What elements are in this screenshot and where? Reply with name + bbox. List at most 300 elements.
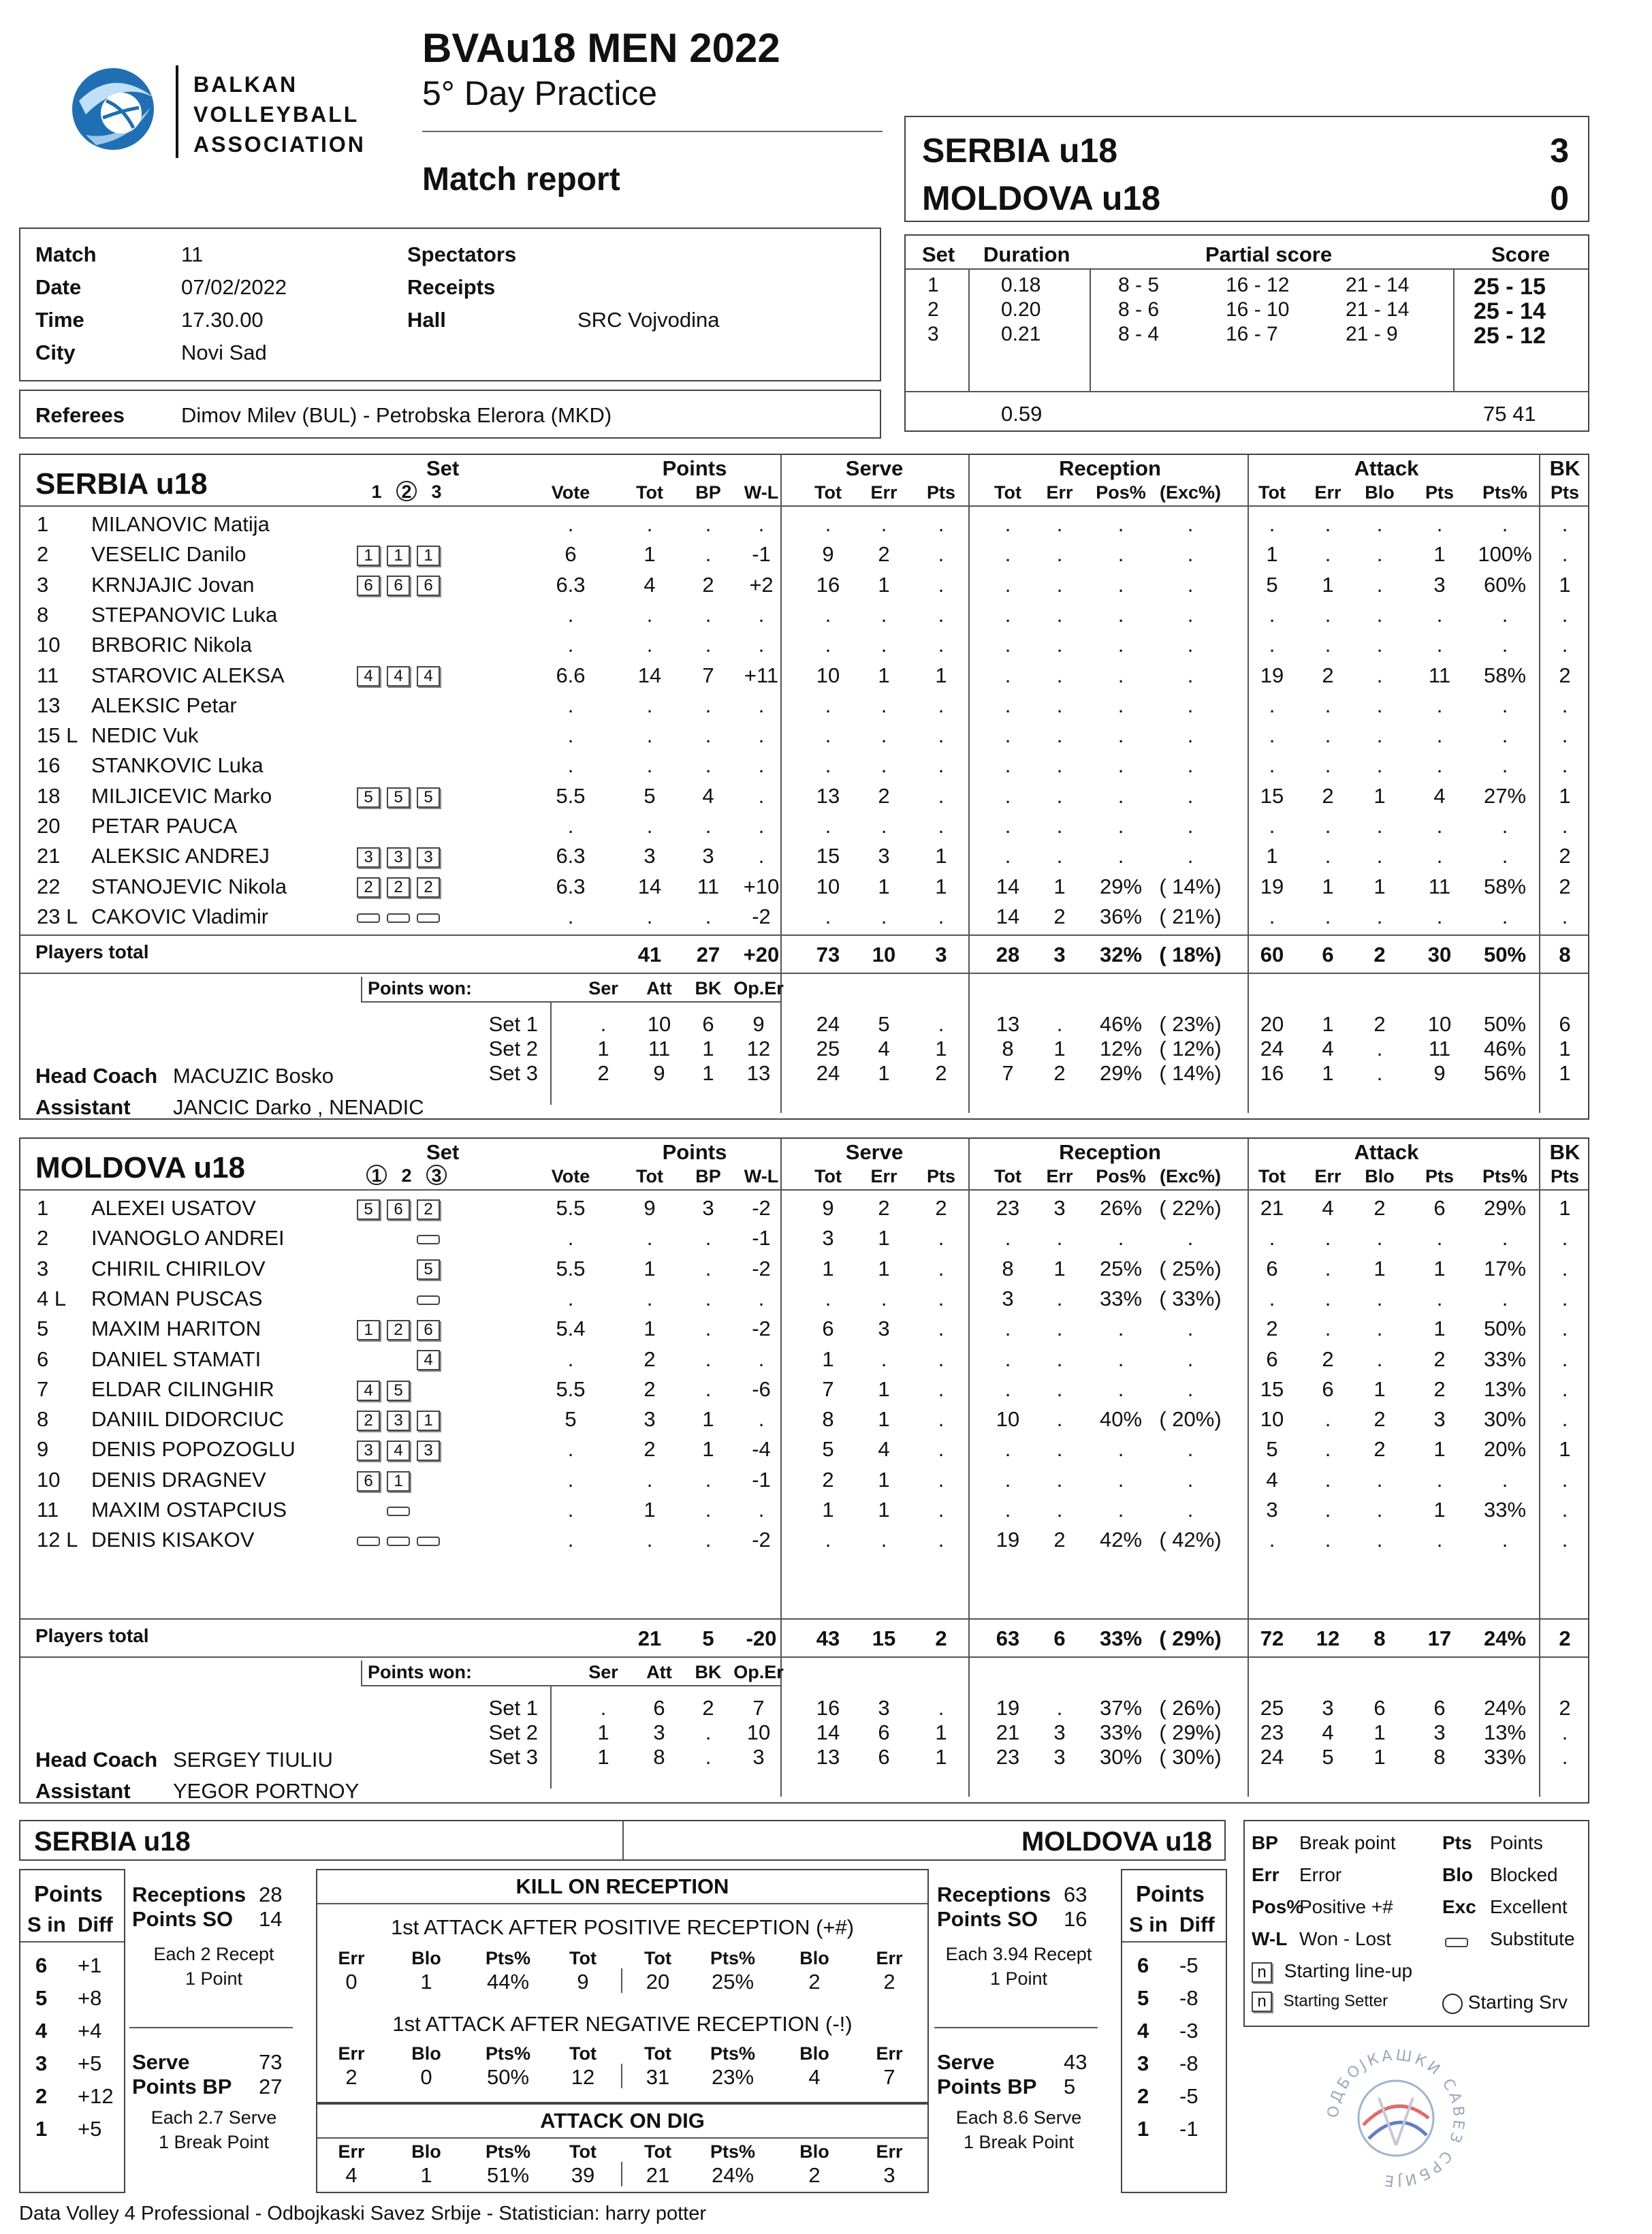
set-rows-divider <box>550 1003 552 1105</box>
player-stat: . <box>1376 663 1383 687</box>
points-s-in: 6 <box>35 1953 48 1977</box>
set-row-stat: 3 <box>1433 1720 1446 1744</box>
col-group-points: Points <box>662 1140 727 1164</box>
player-zones <box>357 1437 447 1462</box>
player-stat: . <box>567 1347 574 1371</box>
hall-name: SRC Vojvodina <box>577 308 720 332</box>
right-points-rule <box>1122 1941 1226 1942</box>
player-stat: . <box>825 512 831 536</box>
player-stat: . <box>1324 542 1331 567</box>
player-stat: 7 <box>702 663 714 687</box>
player-stat: 1 <box>1559 1196 1571 1220</box>
points-s-in: 1 <box>1137 2117 1149 2141</box>
player-name: MILANOVIC Matija <box>91 512 270 536</box>
mini-header: Err <box>338 2141 365 2162</box>
player-stat: . <box>1187 814 1194 838</box>
team-total-stat: 8 <box>1559 943 1571 966</box>
zone-box: 2 <box>417 1199 440 1220</box>
col-header-ptsp: Pts% <box>1482 1166 1528 1186</box>
zone-box: 4 <box>387 1441 410 1461</box>
player-stat: . <box>880 1347 887 1371</box>
player-stat: . <box>646 814 653 838</box>
player-stat: . <box>1269 602 1275 627</box>
player-stat: . <box>1004 723 1011 748</box>
player-name: IVANOGLO ANDREI <box>91 1226 285 1250</box>
mini-divider <box>621 2162 622 2186</box>
player-stat: . <box>880 1528 887 1552</box>
logo-line-1: BALKAN <box>193 72 298 97</box>
team-table-moldova <box>19 1137 1589 1804</box>
legend-key: Pos% <box>1252 1896 1304 1917</box>
player-stat: 2 <box>1559 844 1571 868</box>
player-stat: 2 <box>1433 1376 1446 1401</box>
player-stat: . <box>1056 602 1063 627</box>
player-stat: . <box>1056 753 1063 778</box>
zone-box: 2 <box>387 1320 410 1340</box>
set-row-stat: 5 <box>878 1012 890 1036</box>
kill-title-rule <box>317 1903 927 1904</box>
zone-box: 3 <box>417 847 440 868</box>
team-total-stat: 15 <box>872 1626 896 1650</box>
set-row-stat: 50% <box>1483 1012 1527 1036</box>
player-stat: 6 <box>1266 1347 1278 1371</box>
player-stat: . <box>1187 633 1194 657</box>
points-diff: +1 <box>78 1953 102 1977</box>
player-stat: . <box>1376 1498 1383 1522</box>
player-name: ALEKSIC Petar <box>91 693 237 717</box>
zone-box: 6 <box>387 576 410 596</box>
player-stat: . <box>1187 542 1194 567</box>
player-stat: 7 <box>822 1376 834 1401</box>
player-stat: 36% <box>1099 904 1143 928</box>
mini-header: Tot <box>569 2043 597 2064</box>
player-stat: . <box>1187 1467 1194 1492</box>
set-row-stat: 1 <box>1373 1745 1386 1769</box>
set-indicator: 3 <box>426 1165 447 1185</box>
mini-divider <box>621 1968 622 1993</box>
mini-header: Blo <box>411 2043 441 2064</box>
spectators-label: Spectators <box>407 242 517 266</box>
player-stat: 11 <box>1428 874 1451 898</box>
set-row-won: 10 <box>647 1012 671 1036</box>
player-stat: 4 <box>702 783 714 808</box>
set-row-stat: 24 <box>816 1012 840 1036</box>
player-stat: . <box>1502 904 1508 928</box>
player-stat: 1 <box>1373 783 1386 808</box>
set-duration: 0.20 <box>1001 298 1041 321</box>
set-row-stat: 1 <box>1053 1037 1066 1060</box>
player-stat: . <box>1561 904 1568 928</box>
set-indicator: 1 <box>371 482 382 502</box>
player-name: DENIS DRAGNEV <box>91 1467 266 1492</box>
kill-title: KILL ON RECEPTION <box>515 1874 729 1898</box>
player-stat: . <box>567 814 574 838</box>
legend-key: Pts <box>1442 1832 1472 1853</box>
summary-left-team: SERBIA u18 <box>34 1827 191 1857</box>
player-stat: . <box>1436 633 1443 657</box>
col-group-bk: BK <box>1549 1140 1580 1164</box>
set-row-won: 1 <box>702 1061 714 1085</box>
set-duration: 0.21 <box>1001 323 1041 345</box>
player-stat: +11 <box>744 663 779 687</box>
set-row-won: . <box>705 1745 712 1769</box>
player-stat: 100% <box>1478 542 1532 567</box>
player-stat: . <box>1056 1407 1063 1432</box>
set-row-stat: 9 <box>1433 1061 1446 1085</box>
player-zones <box>357 633 447 657</box>
player-stat: . <box>1187 1498 1194 1522</box>
player-stat: . <box>567 512 574 536</box>
zone-box: 4 <box>357 1381 380 1401</box>
player-stat: 1 <box>878 1226 890 1250</box>
col-header-blo: Blo <box>1365 482 1395 503</box>
zone-box: 2 <box>387 877 410 898</box>
player-stat: . <box>646 904 653 928</box>
player-stat: . <box>758 844 765 868</box>
set-score: 25 - 14 <box>1474 298 1546 324</box>
player-stat: . <box>1376 904 1383 928</box>
legend-key: Blo <box>1442 1864 1474 1885</box>
setter-box-icon <box>1252 1992 1272 2012</box>
points-diff: -5 <box>1179 1953 1198 1977</box>
player-stat: 26% <box>1099 1196 1143 1220</box>
player-stat: 6.3 <box>556 844 586 868</box>
right-bp-label: Points BP <box>937 2075 1037 2098</box>
player-zones <box>357 542 447 567</box>
set-row-stat: 16 <box>1260 1061 1284 1085</box>
player-stat: 2 <box>935 1196 947 1220</box>
player-stat: . <box>1324 1407 1331 1432</box>
set-row-stat: 2 <box>1373 1012 1386 1036</box>
set-row-stat: 1 <box>935 1037 947 1060</box>
player-stat: 33% <box>1483 1498 1527 1522</box>
player-stat: . <box>758 1407 765 1432</box>
sets-total-rule <box>906 391 1588 392</box>
player-stat: . <box>646 512 653 536</box>
player-name: MAXIM OSTAPCIUS <box>91 1498 287 1522</box>
player-stat: . <box>1561 1256 1568 1280</box>
player-stat: . <box>1056 1498 1063 1522</box>
player-stat: . <box>1561 602 1568 627</box>
set-indicator: 3 <box>431 482 442 502</box>
player-stat: . <box>1376 1226 1383 1250</box>
legend-srv-text: Starting Srv <box>1467 1992 1568 2013</box>
player-stat: 33% <box>1099 1286 1143 1310</box>
player-stat: . <box>646 1528 653 1552</box>
player-stat: 3 <box>644 844 656 868</box>
player-stat: . <box>705 1376 712 1401</box>
match-city: Novi Sad <box>181 341 267 364</box>
set-row-won: 6 <box>702 1012 714 1036</box>
col-header-bp: BP <box>695 1166 721 1186</box>
set-row-label: Set 3 <box>488 1745 538 1769</box>
player-stat: . <box>1056 1286 1063 1310</box>
zone-box: 3 <box>357 847 380 868</box>
player-stat: 19 <box>996 1528 1020 1552</box>
mini-value: 25% <box>711 1970 754 1994</box>
player-zones <box>357 573 447 597</box>
player-number: 10 <box>37 633 61 657</box>
set-row-won: 13 <box>746 1061 771 1085</box>
lineup-n: n <box>1257 1962 1267 1981</box>
sets-total-duration: 0.59 <box>1001 402 1043 426</box>
player-stat: . <box>705 1498 712 1522</box>
player-stat: 1 <box>935 663 947 687</box>
player-zones <box>357 723 447 748</box>
mini-value: 1 <box>420 2163 432 2187</box>
legend-value: Substitute <box>1490 1928 1575 1949</box>
player-stat: 2 <box>1053 1528 1066 1552</box>
dig-title: ATTACK ON DIG <box>540 2109 705 2133</box>
set-row-stat: . <box>1376 1061 1383 1085</box>
player-stat: . <box>1324 512 1331 536</box>
player-stat: -2 <box>752 1528 771 1552</box>
player-stat: . <box>1436 1467 1443 1492</box>
set-row-stat: 3 <box>878 1696 890 1720</box>
set-partial-1: 8 - 5 <box>1118 274 1160 296</box>
player-stat: . <box>1436 1528 1443 1552</box>
player-stat: -4 <box>752 1437 771 1462</box>
set-row-won: 1 <box>597 1720 609 1744</box>
set-partial-1: 8 - 4 <box>1118 323 1160 345</box>
points-s-in: 4 <box>35 2019 48 2043</box>
player-stat: . <box>1376 844 1383 868</box>
player-stat: . <box>1004 753 1011 778</box>
player-stat: . <box>705 723 712 748</box>
legend-value: Error <box>1299 1864 1342 1885</box>
player-stat: . <box>1187 723 1194 748</box>
player-stat: . <box>880 602 887 627</box>
player-stat: . <box>1561 1528 1568 1552</box>
sets-header-score: Score <box>1491 242 1551 266</box>
player-stat: 6.6 <box>556 663 586 687</box>
legend-setter <box>1252 1992 1388 2012</box>
zone-box: 1 <box>357 546 380 566</box>
player-stat: 5.5 <box>556 1376 586 1401</box>
player-stat: . <box>1187 512 1194 536</box>
set-row-stat: 1 <box>1559 1061 1571 1085</box>
sets-col-rule-3 <box>1453 268 1455 391</box>
player-stat: . <box>1324 904 1331 928</box>
zone-box: 6 <box>357 576 380 596</box>
player-stat: . <box>567 1226 574 1250</box>
player-stat: . <box>1004 844 1011 868</box>
mini-header: Err <box>338 2043 365 2064</box>
head-coach-name: MACUZIC Bosko <box>173 1064 334 1088</box>
points-won-col: BK <box>695 1662 722 1682</box>
player-number: 11 <box>37 663 59 687</box>
player-stat: 1 <box>822 1256 834 1280</box>
points-won-rule <box>361 1001 780 1003</box>
kill-on-reception-box <box>316 1869 929 2103</box>
set-row-stat: 14 <box>816 1720 840 1744</box>
right-serve-label: Serve <box>937 2050 995 2074</box>
player-stat: 3 <box>878 844 890 868</box>
player-stat: 5.4 <box>556 1317 586 1341</box>
player-name: MAXIM HARITON <box>91 1317 261 1341</box>
player-name: STEPANOVIC Luka <box>91 602 278 627</box>
mini-header: Pts% <box>710 1948 756 1968</box>
set-row-stat: 3 <box>1322 1696 1334 1720</box>
player-stat: . <box>705 1317 712 1341</box>
player-stat: . <box>1502 512 1508 536</box>
team-total-stat: 17 <box>1427 1626 1452 1650</box>
left-sin-label: S in <box>27 1913 66 1936</box>
logo-divider <box>176 65 178 158</box>
set-row-label: Set 3 <box>488 1061 538 1085</box>
player-stat: 2 <box>1373 1407 1386 1432</box>
player-stat: . <box>1502 693 1508 717</box>
player-zones <box>357 1498 447 1522</box>
left-diff-label: Diff <box>78 1913 113 1936</box>
mini-header: Pts% <box>485 2141 531 2162</box>
left-rec-summary <box>129 1869 298 2193</box>
col-header-err: Err <box>870 1166 898 1186</box>
set-row-stat: 13 <box>996 1012 1020 1036</box>
summary-right-team: MOLDOVA u18 <box>1021 1827 1212 1857</box>
player-stat: . <box>1376 1467 1383 1492</box>
player-stat: . <box>1269 753 1275 778</box>
points-won-col: Ser <box>588 1662 618 1682</box>
set-row-stat: 25 <box>816 1037 840 1060</box>
set-row-stat: 29% <box>1099 1061 1143 1085</box>
set-row-stat: 1 <box>1322 1012 1334 1036</box>
player-zones <box>357 1468 447 1492</box>
points-won-col: Ser <box>588 978 618 998</box>
set-row-stat: 24 <box>1260 1037 1284 1060</box>
player-stat: . <box>1324 693 1331 717</box>
player-number: 13 <box>37 693 61 717</box>
player-stat: 2 <box>878 783 890 808</box>
match-number: 11 <box>181 242 204 266</box>
points-diff: +8 <box>78 1986 102 2010</box>
player-stat: . <box>1004 1317 1011 1341</box>
player-stat: 9 <box>644 1196 656 1220</box>
zone-box: 2 <box>417 877 440 898</box>
zone-box: 2 <box>357 1411 380 1431</box>
set-partial-2: 16 - 7 <box>1226 323 1278 345</box>
set-row-stat: . <box>938 1012 944 1036</box>
col-header-tot: Tot <box>994 482 1021 503</box>
team1-name: SERBIA u18 <box>922 131 1118 170</box>
set-row-stat: 2 <box>1053 1061 1066 1085</box>
set-row-stat: ( 23%) <box>1159 1012 1222 1036</box>
set-row-stat: 46% <box>1483 1037 1527 1060</box>
player-stat: 1 <box>935 874 947 898</box>
mini-divider <box>621 2064 622 2088</box>
player-stat: 3 <box>878 1317 890 1341</box>
set-partial-3: 21 - 14 <box>1346 274 1410 296</box>
set-row-stat: 16 <box>816 1696 840 1720</box>
player-stat: 1 <box>822 1498 834 1522</box>
player-stat: . <box>567 602 574 627</box>
player-stat: . <box>1056 572 1063 597</box>
player-stat: . <box>1376 814 1383 838</box>
col-header-err: Err <box>1314 482 1341 503</box>
player-stat: . <box>758 602 765 627</box>
player-stat: 5 <box>565 1407 577 1432</box>
zone-box: 3 <box>387 1411 410 1431</box>
team-total-stat: 6 <box>1053 1626 1066 1650</box>
player-stat: . <box>1376 1528 1383 1552</box>
player-stat: . <box>1502 753 1508 778</box>
player-stat: . <box>1376 723 1383 748</box>
player-stat: . <box>1004 693 1011 717</box>
player-stat: 9 <box>822 1196 834 1220</box>
player-stat: . <box>705 1467 712 1492</box>
mini-value: 12 <box>571 2065 595 2089</box>
zone-box: 1 <box>417 546 440 566</box>
team-total-stat: 60 <box>1260 943 1284 966</box>
player-stat: . <box>1376 1317 1383 1341</box>
player-stat: . <box>567 1286 574 1310</box>
player-number: 8 <box>37 602 49 627</box>
team-total-stat: 12 <box>1316 1626 1340 1650</box>
player-stat: 4 <box>1433 783 1446 808</box>
player-stat: 14 <box>637 663 662 687</box>
mini-header: Tot <box>644 2141 671 2162</box>
set-row-stat: 6 <box>1373 1696 1386 1720</box>
player-stat: 15 <box>1260 783 1284 808</box>
player-stat: . <box>1187 1317 1194 1341</box>
points-won-col: Op.Er <box>733 1662 784 1682</box>
player-stat: . <box>1561 1498 1568 1522</box>
player-stat: . <box>567 1528 574 1552</box>
player-stat: 5.5 <box>556 1256 586 1280</box>
player-stat: . <box>880 723 887 748</box>
mini-value: 39 <box>571 2163 595 2187</box>
set-number: 3 <box>927 323 939 345</box>
player-stat: 21 <box>1260 1196 1284 1220</box>
points-s-in: 1 <box>35 2117 48 2141</box>
player-stat: 1 <box>1433 1498 1446 1522</box>
set-row-stat: 33% <box>1099 1720 1143 1744</box>
set-row-won: 8 <box>653 1745 665 1769</box>
player-stat: 6.3 <box>556 572 586 597</box>
player-stat: . <box>705 1347 712 1371</box>
match-label: Match <box>35 242 97 266</box>
mini-value: 44% <box>486 1970 530 1994</box>
player-stat: . <box>938 1437 944 1462</box>
player-stat: . <box>825 1286 831 1310</box>
player-zones <box>357 904 447 929</box>
substitute-icon <box>357 1537 380 1546</box>
col-header-pts: Pts <box>1550 1166 1580 1186</box>
player-stat: . <box>1056 1226 1063 1250</box>
team-total-stat: 63 <box>996 1626 1020 1650</box>
col-header-pts: Pts <box>926 1166 956 1186</box>
player-stat: . <box>1004 542 1011 567</box>
player-stat: . <box>1561 542 1568 567</box>
player-stat: . <box>1376 693 1383 717</box>
substitute-icon <box>417 1235 440 1244</box>
col-header-pos: Pos% <box>1096 482 1146 503</box>
assistant-label: Assistant <box>35 1095 131 1119</box>
player-number: 22 <box>37 874 61 898</box>
set-partial-3: 21 - 14 <box>1346 298 1410 321</box>
team-total-stat: 28 <box>996 943 1020 966</box>
team-header-rule <box>20 1189 1588 1191</box>
player-number: 16 <box>37 753 61 778</box>
totals-top-rule <box>20 1618 1588 1620</box>
player-stat: 2 <box>1322 783 1334 808</box>
substitute-icon <box>387 1537 410 1546</box>
player-name: CHIRIL CHIRILOV <box>91 1256 266 1280</box>
head-coach-name: SERGEY TIULIU <box>173 1748 333 1772</box>
player-name: DANIEL STAMATI <box>91 1347 261 1371</box>
team-table-serbia <box>19 454 1589 1120</box>
set-row-stat: ( 30%) <box>1159 1745 1222 1769</box>
